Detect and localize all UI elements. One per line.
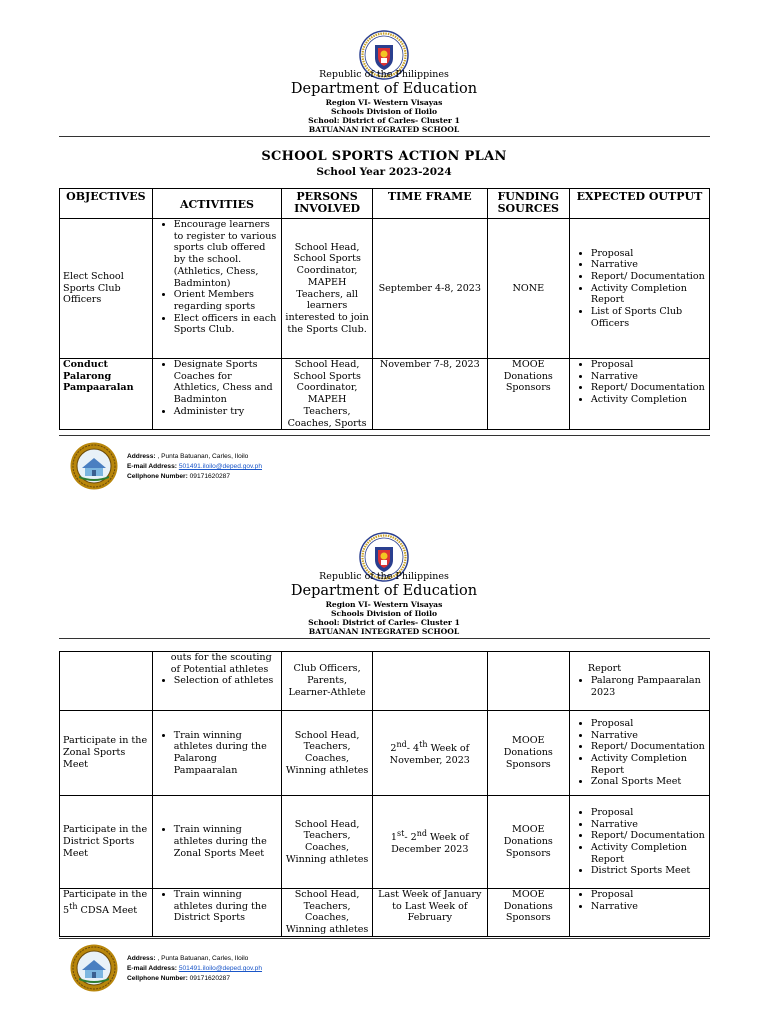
activities-cell <box>152 652 282 711</box>
activities-cell <box>152 711 282 796</box>
document-page-1 <box>0 0 768 500</box>
table-row <box>60 359 710 430</box>
republic-label: Republic of the Philippines <box>319 69 449 80</box>
objective-cell: Conduct Palarong Pampaaralan <box>60 359 153 430</box>
list-item: • Train winning athletes during the District Sports <box>174 889 279 924</box>
header-divider <box>59 638 710 639</box>
time-frame-cell <box>372 652 487 711</box>
funding-cell: NONE <box>487 219 569 359</box>
list-item: • District Sports Meet <box>591 865 706 877</box>
objective-cell <box>60 652 153 711</box>
funding-cell: MOOE Donations Sponsors <box>487 889 569 937</box>
list-item: • Orient Members regarding sports <box>174 289 279 312</box>
outputs-continued: Report <box>587 663 622 675</box>
outputs-cell <box>569 652 709 711</box>
email-label: E-mail Address: <box>127 463 177 470</box>
list-item: • Proposal <box>591 248 706 260</box>
list-item: • Proposal <box>591 359 706 371</box>
column-header: TIME FRAME <box>372 189 487 219</box>
column-header: ACTIVITIES <box>152 189 282 219</box>
activities-cell <box>152 359 282 430</box>
department-title: Department of Education <box>290 81 478 97</box>
district-label: School: District of Carles- Cluster 1 <box>308 116 460 125</box>
persons-cell: School Head, School Sports Coordinator, MAPEH Teachers, all learners interested to join the Sports Club. <box>282 219 373 359</box>
email-link[interactable]: 501491.iloilo@deped.gov.ph <box>178 463 263 470</box>
list-item: • Narrative <box>591 901 706 913</box>
footer-contact <box>127 954 262 984</box>
list-item: • Proposal <box>591 718 706 730</box>
region-label: Region VI- Western Visayas <box>325 98 443 107</box>
outputs-cell <box>569 711 709 796</box>
outputs-cell <box>569 359 709 430</box>
list-item: • Narrative <box>591 371 706 383</box>
plan-title: SCHOOL SPORTS ACTION PLAN <box>261 149 507 164</box>
time-frame-cell: Last Week of January to Last Week of February <box>372 889 487 937</box>
table-row <box>60 796 710 889</box>
list-item: • Activity Completion <box>591 394 706 406</box>
list-item: • Proposal <box>591 889 706 901</box>
phone-value: 09171620287 <box>187 975 230 982</box>
phone-label: Cellphone Number: <box>127 473 188 480</box>
table-row <box>60 652 710 711</box>
list-item: • Selection of athletes <box>174 675 279 687</box>
action-plan-table <box>59 651 710 937</box>
document-page-2 <box>0 503 768 1024</box>
address-value: , Punta Batuanan, Carles, Iloilo <box>155 955 249 962</box>
objective-cell: Participate in the Zonal Sports Meet <box>60 711 153 796</box>
list-item: • Elect officers in each Sports Club. <box>174 313 279 336</box>
funding-cell: MOOE Donations Sponsors <box>487 711 569 796</box>
list-item: • Activity Completion Report <box>591 753 706 776</box>
objective-cell: Elect School Sports Club Officers <box>60 219 153 359</box>
email-label: E-mail Address: <box>127 965 177 972</box>
list-item: • Report/ Documentation <box>591 271 706 283</box>
list-item: • Proposal <box>591 807 706 819</box>
list-item: • Activity Completion Report <box>591 283 706 306</box>
department-title: Department of Education <box>290 583 478 599</box>
footer <box>0 944 768 1004</box>
list-item: • Report/ Documentation <box>591 830 706 842</box>
school-name: BATUANAN INTEGRATED SCHOOL <box>308 125 460 134</box>
table-row <box>60 219 710 359</box>
activities-cell <box>152 796 282 889</box>
column-header: OBJECTIVES <box>60 189 153 219</box>
footer-divider <box>59 435 710 436</box>
address-label: Address: <box>127 955 156 962</box>
list-item: • Activity Completion Report <box>591 842 706 865</box>
objective-cell: Participate in the District Sports Meet <box>60 796 153 889</box>
school-name: BATUANAN INTEGRATED SCHOOL <box>308 627 460 636</box>
school-logo-icon <box>70 442 118 490</box>
time-frame-cell: September 4-8, 2023 <box>372 219 487 359</box>
table-row <box>60 889 710 937</box>
list-item: • Encourage learners to register to various sports club offered by the school. (Athletics, Chess, Badminton) <box>174 219 279 289</box>
division-label: Schools Division of Iloilo <box>330 609 438 618</box>
action-plan-table <box>59 188 710 430</box>
district-label: School: District of Carles- Cluster 1 <box>308 618 460 627</box>
list-item: • Train winning athletes during the Palarong Pampaaralan <box>174 730 279 777</box>
list-item: • Administer try <box>174 406 279 418</box>
phone-value: 09171620287 <box>187 473 230 480</box>
footer <box>0 442 768 502</box>
division-label: Schools Division of Iloilo <box>330 107 438 116</box>
outputs-cell <box>569 889 709 937</box>
header-divider <box>59 136 710 137</box>
table-row <box>60 711 710 796</box>
list-item: • Report/ Documentation <box>591 741 706 753</box>
column-header: FUNDING SOURCES <box>487 189 569 219</box>
list-item: • Narrative <box>591 730 706 742</box>
footer-divider <box>59 938 710 939</box>
activities-cell <box>152 219 282 359</box>
persons-cell: Club Officers, Parents, Learner-Athlete <box>282 652 373 711</box>
list-item: • Narrative <box>591 819 706 831</box>
funding-cell: MOOE Donations Sponsors <box>487 359 569 430</box>
email-link[interactable]: 501491.iloilo@deped.gov.ph <box>178 965 263 972</box>
republic-label: Republic of the Philippines <box>319 571 449 582</box>
outputs-cell <box>569 796 709 889</box>
column-header: EXPECTED OUTPUT <box>569 189 709 219</box>
time-frame-cell: 2nd- 4th Week of November, 2023 <box>372 711 487 796</box>
outputs-cell <box>569 219 709 359</box>
persons-cell: School Head, Teachers, Coaches, Winning athletes <box>282 889 373 937</box>
list-item: • Zonal Sports Meet <box>591 776 706 788</box>
persons-cell: School Head, Teachers, Coaches, Winning athletes <box>282 711 373 796</box>
time-frame-cell: November 7-8, 2023 <box>372 359 487 430</box>
persons-cell: School Head, School Sports Coordinator, MAPEH Teachers, Coaches, Sports <box>282 359 373 430</box>
table-header-row <box>60 189 710 219</box>
list-item: • Train winning athletes during the Zonal Sports Meet <box>174 824 279 859</box>
list-item: • List of Sports Club Officers <box>591 306 706 329</box>
persons-cell: School Head, Teachers, Coaches, Winning athletes <box>282 796 373 889</box>
address-value: , Punta Batuanan, Carles, Iloilo <box>155 453 249 460</box>
region-label: Region VI- Western Visayas <box>325 600 443 609</box>
footer-contact <box>127 452 262 482</box>
funding-cell: MOOE Donations Sponsors <box>487 796 569 889</box>
list-item: • Narrative <box>591 259 706 271</box>
objective-cell: Participate in the 5th CDSA Meet <box>60 889 153 937</box>
school-year: School Year 2023-2024 <box>316 166 452 178</box>
funding-cell <box>487 652 569 711</box>
school-logo-icon <box>70 944 118 992</box>
activities-cell <box>152 889 282 937</box>
activities-continued: outs for the scouting of Potential athletes <box>170 652 272 675</box>
list-item: • Designate Sports Coaches for Athletics, Chess and Badminton <box>174 359 279 406</box>
list-item: • Report/ Documentation <box>591 382 706 394</box>
column-header: PERSONS INVOLVED <box>282 189 373 219</box>
address-label: Address: <box>127 453 156 460</box>
phone-label: Cellphone Number: <box>127 975 188 982</box>
list-item: • Palarong Pampaaralan 2023 <box>591 675 706 698</box>
time-frame-cell: 1st- 2nd Week of December 2023 <box>372 796 487 889</box>
